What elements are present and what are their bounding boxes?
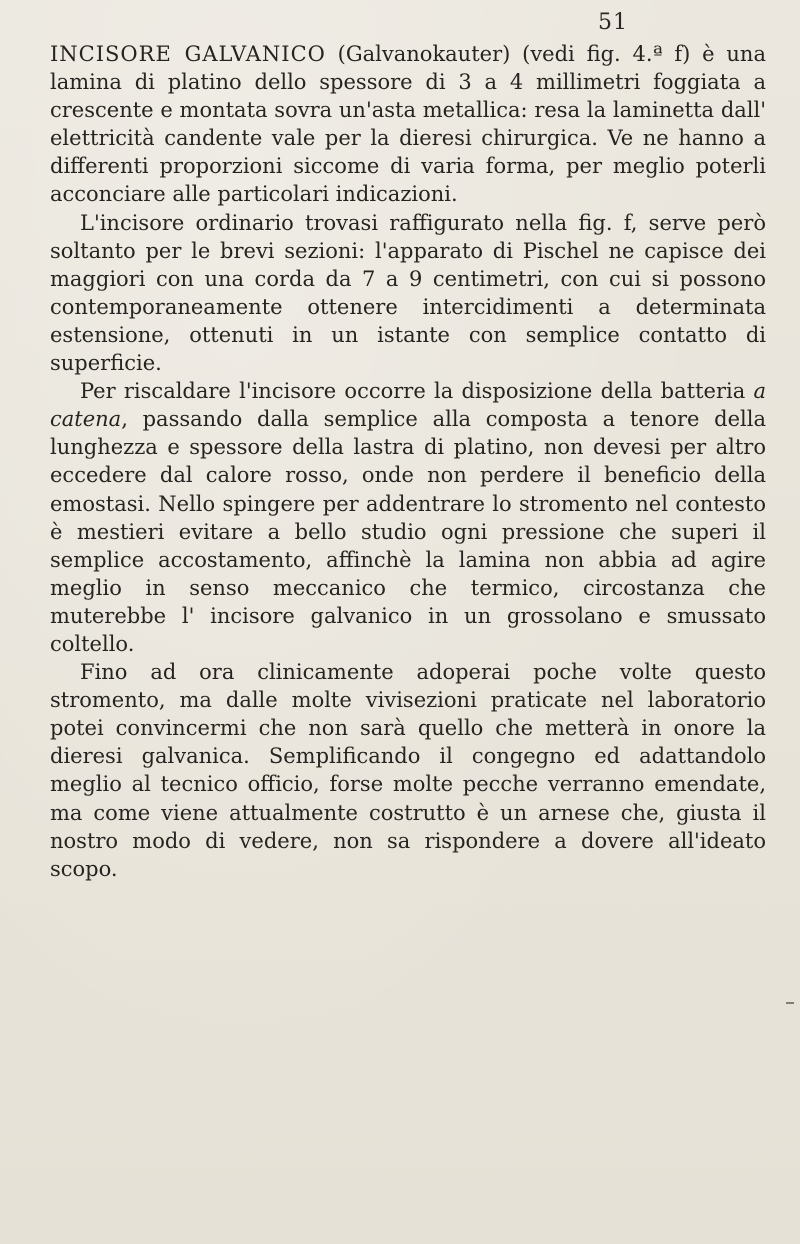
margin-mark: [786, 1002, 794, 1004]
paragraph-3-italic: a catena: [50, 379, 766, 432]
entry-heading: INCISORE GALVANICO: [50, 42, 326, 66]
body-text: [50, 40, 766, 883]
paragraph-4: Fino ad ora clinicamente adoperai poche volte questo stromento, ma dalle molte vivisezioni praticate nel laboratorio potei convincermi che non sarà quello che metterà in onore la dieresi galvanica. Semplificando il congegno ed adattandolo meglio al tecnico officio, forse molte pecche verranno emendate, ma come viene attualmente costrutto è un arnese che, giusta il nostro modo di vedere, non sa rispondere a dovere all'ideato scopo.: [50, 660, 766, 881]
page-number: 51: [598, 10, 628, 35]
paragraph-3: [50, 377, 766, 658]
paragraph-2: L'incisore ordinario trovasi raffigurato nella fig. f, serve però soltanto per le brevi sezioni: l'apparato di Pischel ne capisce dei maggiori con una corda da 7 a 9 centimetri, con cui si possono contemporaneamente ottenere intercidimenti a determinata estensione, ottenuti in un istante con semplice contatto di superficie.: [50, 210, 766, 376]
paragraph-3-text-before: Per riscaldare l'incisore occorre la disposizione della batteria: [80, 379, 754, 404]
paragraph-1-text: (Galvanokauter) (vedi fig. 4.ª f) è una lamina di platino dello spessore di 3 a 4 millimetri foggiata a crescente e montata sovra un'asta metallica: resa la laminetta dall' elettricità candente vale per la dieresi chirurgica. Ve ne hanno a differenti proporzioni siccome di varia forma, per meglio poterli acconciare alle particolari indicazioni.: [50, 42, 766, 207]
paragraph-1: [50, 40, 766, 209]
paragraph-3-text-after: , passando dalla semplice alla composta a tenore della lunghezza e spessore della lastra di platino, non devesi per altro eccedere dal calore rosso, onde non perdere il beneficio della emostasi. Nello spingere per addentrare lo stromento nel contesto è mestieri evitare a bello studio ogni pressione che superi il semplice accostamento, affinchè la lamina non abbia ad agire meglio in senso meccanico che termico, circostanza che muterebbe l' incisore galvanico in un grossolano e smussato coltello.: [50, 407, 766, 656]
